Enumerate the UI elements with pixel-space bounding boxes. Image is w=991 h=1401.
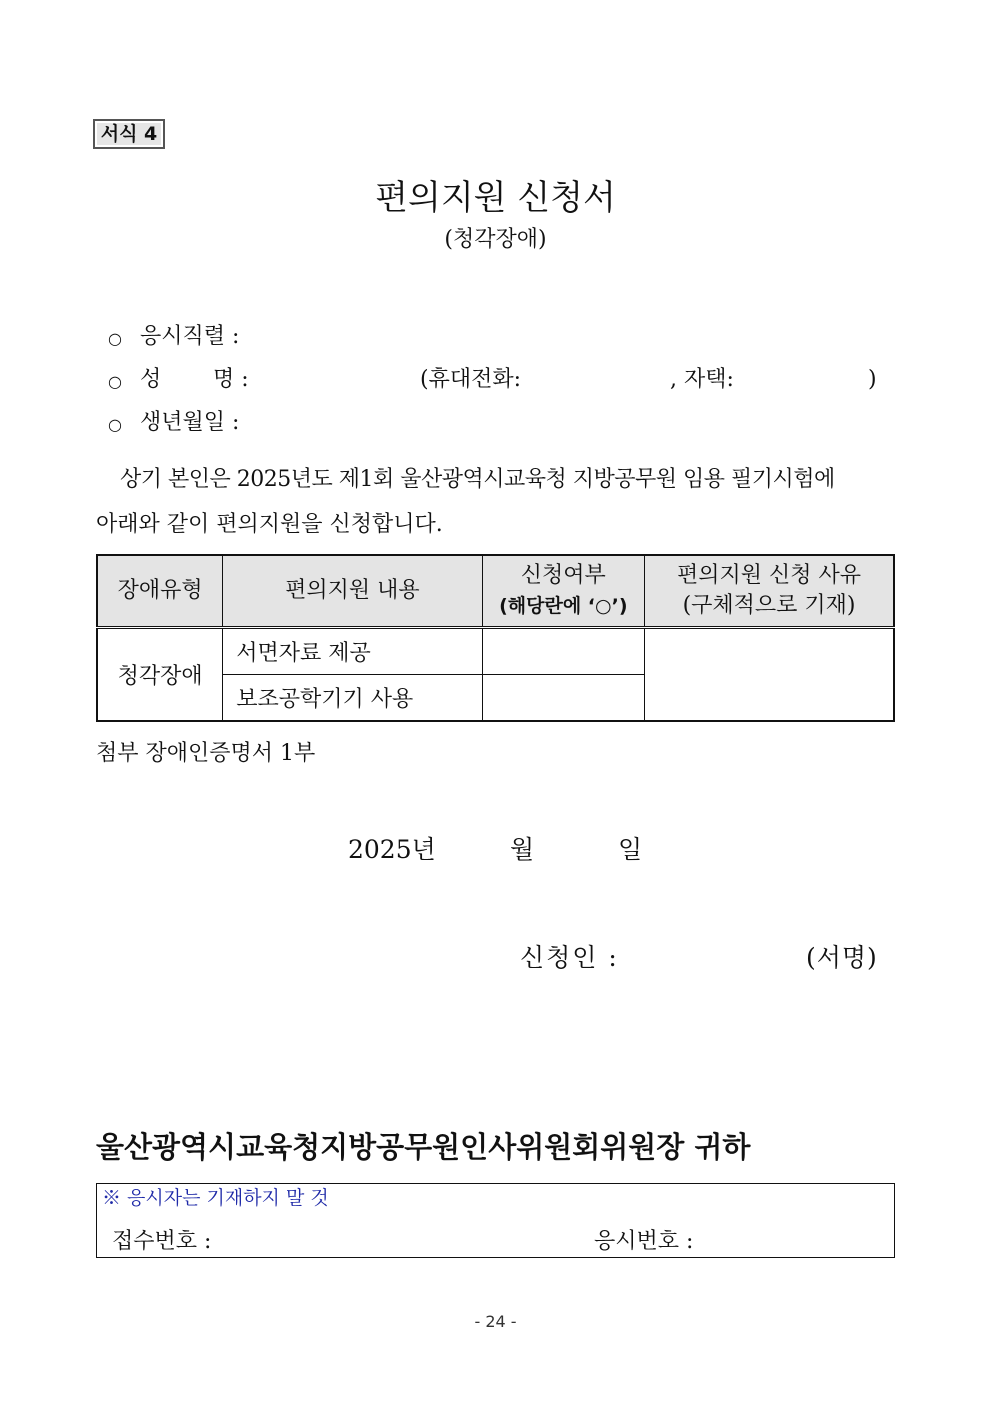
support-request-table [96,554,895,722]
statement-line-2: 아래와 같이 편의지원을 신청합니다. [96,512,443,537]
applicant-signature: (서명) [806,943,878,972]
bullet-icon: ○ [108,329,122,348]
header-reason-line1: 편의지원 신청 사유 [677,562,862,588]
name-label-last: 명 : [213,367,249,392]
statement-line-1: 상기 본인은 2025년도 제1회 울산광역시교육청 지방공무원 임용 필기시험에 [120,467,835,492]
position-label: 응시직렬 : [140,324,240,349]
header-apply-line1: 신청여부 [520,562,606,588]
table-header-row [97,555,894,627]
header-reason-line2: (구체적으로 기재) [682,592,856,618]
attachment-note: 첨부 장애인증명서 1부 [96,741,316,766]
header-reason [645,555,894,627]
birth-label: 생년월일 : [140,410,240,435]
date-day: 일 [618,835,643,864]
office-use-notice: ※ 응시자는 기재하지 말 것 [102,1187,329,1209]
page-number: - 24 - [474,1312,517,1331]
apply-cell-assistive-device[interactable] [482,675,645,721]
exam-number-label: 응시번호 : [594,1229,694,1254]
date-month: 월 [510,835,535,864]
name-label-first: 성 [140,367,162,392]
reason-cell[interactable] [645,627,894,721]
office-use-box [96,1183,895,1258]
receipt-number-label: 접수번호 : [112,1229,212,1254]
page-title: 편의지원 신청서 [375,178,616,218]
support-item-assistive-device: 보조공학기기 사용 [223,675,482,721]
header-support-content: 편의지원 내용 [223,555,482,627]
disability-type-cell: 청각장애 [97,627,223,721]
bullet-icon: ○ [108,415,122,434]
header-apply-line2: (해당란에 ‘○’) [499,594,628,617]
home-phone-label: , 자택: [670,367,734,392]
date-year: 2025년 [348,835,436,864]
header-apply [482,555,645,627]
addressee: 울산광역시교육청지방공무원인사위원회위원장 귀하 [96,1130,751,1164]
page-subtitle: (청각장애) [444,227,547,252]
phone-label: (휴대전화: [420,367,522,392]
form-number-tag: 서식 4 [93,119,165,149]
applicant-label: 신청인 : [520,943,619,972]
bullet-icon: ○ [108,372,122,391]
table-row [97,627,894,674]
apply-cell-written-material[interactable] [482,627,645,674]
close-paren: ) [868,367,877,392]
support-item-written-material: 서면자료 제공 [223,627,482,674]
header-disability-type: 장애유형 [97,555,223,627]
